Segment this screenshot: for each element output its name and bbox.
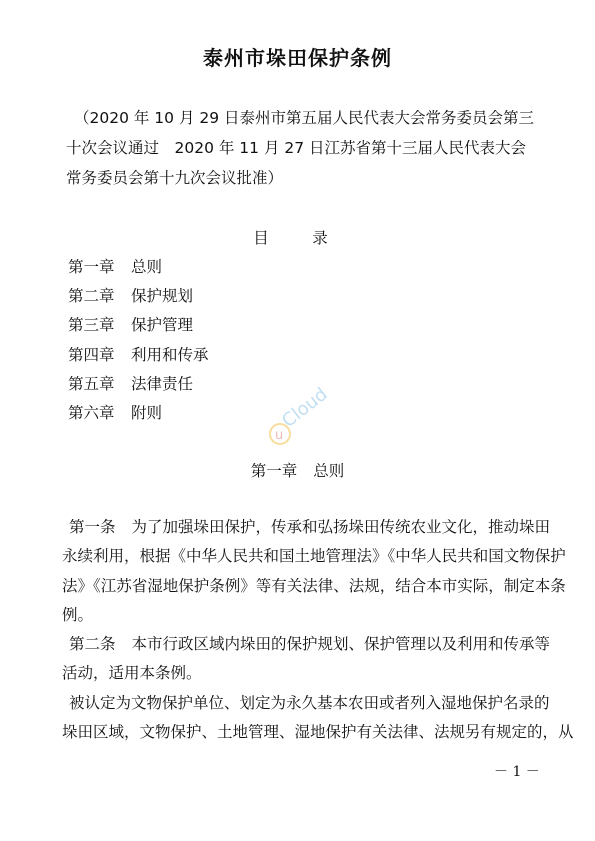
- preamble-line: 十次会议通过 2020 年 11 月 27 日江苏省第十三届人民代表大会: [66, 139, 527, 157]
- paragraph-line: 垛田区域，文物保护、土地管理、湿地保护有关法律、法规另有规定的，从: [62, 723, 574, 742]
- article-number: 第二条: [69, 635, 116, 654]
- article-line: [68, 513, 563, 542]
- toc-chapter-title: 保护规划: [131, 287, 194, 306]
- chapter-heading: [0, 459, 595, 481]
- ucloud-watermark-logo: [258, 382, 348, 452]
- toc-chapter-title: 利用和传承: [131, 345, 209, 364]
- toc-chapter-number: 第三章: [68, 316, 115, 335]
- article-line: 活动，适用本条例。: [62, 664, 202, 683]
- toc-chapter-title: 保护管理: [131, 316, 194, 335]
- article-text: 为了加强垛田保护，传承和弘扬垛田传统农业文化，推动垛田: [131, 518, 551, 536]
- preamble-line: （2020 年 10 月 29 日泰州市第五届人民代表大会常务委员会第三: [74, 109, 535, 127]
- toc-chapter-title: 附则: [131, 403, 163, 422]
- article-line: [68, 630, 563, 659]
- watermark-u: u: [275, 428, 284, 443]
- watermark-word: Cloud: [278, 383, 332, 432]
- article-line: 法》《江苏省湿地保护条例》等有关法律、法规，结合本市实际，制定本条: [62, 576, 566, 595]
- toc-heading: 目 录: [253, 229, 342, 247]
- chapter-number: 第一章: [250, 462, 298, 480]
- chapter-title: 总则: [313, 462, 345, 480]
- toc-chapter-number: 第六章: [68, 403, 115, 422]
- toc-chapter-title: 法律责任: [131, 374, 194, 393]
- article-number: 第一条: [69, 518, 116, 536]
- toc-chapter-number: 第五章: [68, 374, 115, 393]
- toc-chapter-number: 第一章: [68, 258, 115, 276]
- toc-chapter-number: 第四章: [68, 345, 115, 364]
- article-line: 永续利用，根据《中华人民共和国土地管理法》《中华人民共和国文物保护: [62, 547, 566, 566]
- toc-item: [68, 253, 368, 282]
- preamble: [66, 103, 536, 193]
- chapter-body: [62, 513, 574, 747]
- page-number: － 1 －: [494, 764, 540, 780]
- document-title: 泰州市垛田保护条例: [203, 46, 392, 70]
- paragraph-line: 被认定为文物保护单位、划定为永久基本农田或者列入湿地保护名录的: [69, 693, 550, 712]
- article-line: 例。: [62, 605, 94, 624]
- toc-chapter-title: 总则: [131, 258, 163, 276]
- toc-chapter-number: 第二章: [68, 287, 115, 306]
- article-text: 本市行政区域内垛田的保护规划、保护管理以及利用和传承等: [131, 635, 551, 654]
- preamble-line: 常务委员会第十九次会议批准）: [66, 169, 284, 187]
- toc-item: [68, 341, 368, 370]
- toc-item: [68, 311, 368, 340]
- toc-item: [68, 282, 368, 311]
